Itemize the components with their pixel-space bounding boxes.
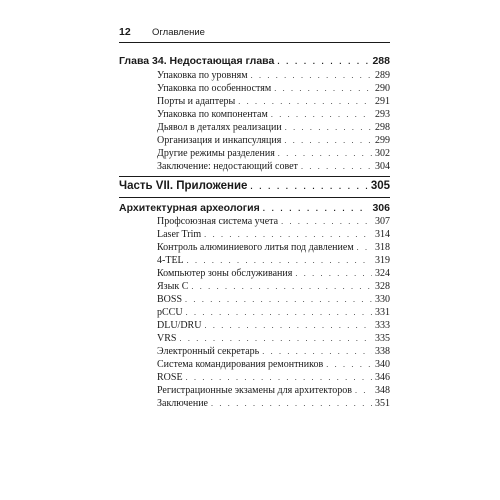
toc-entry-page: 328: [375, 281, 390, 292]
toc-entry: [157, 398, 390, 410]
toc-entry-title: Профсоюзная система учета: [157, 216, 279, 227]
toc-entry: [157, 216, 390, 228]
toc-entry: [157, 307, 390, 319]
toc-entry-title: Заключение: [157, 398, 208, 409]
toc-entry-page: 331: [375, 307, 390, 318]
toc-entry-page: 333: [375, 320, 390, 331]
toc-entry-page: 307: [375, 216, 390, 227]
leader-dots: [285, 123, 372, 132]
toc-entry-page: 314: [375, 229, 390, 240]
leader-dots: [238, 97, 372, 106]
leader-dots: [186, 373, 372, 382]
leader-dots: [274, 84, 372, 93]
toc-entry: [157, 96, 390, 108]
leader-dots: [284, 136, 372, 145]
leader-dots: [271, 110, 372, 119]
leader-dots: [295, 269, 372, 278]
toc-entry-page: 335: [375, 333, 390, 344]
leader-dots: [187, 256, 372, 265]
toc-entry-page: 340: [375, 359, 390, 370]
toc-entry: [157, 122, 390, 134]
page-number: 12: [119, 26, 131, 38]
toc-entry: [157, 70, 390, 82]
toc-entry-title: ROSE: [157, 372, 183, 383]
toc-entry-page: 298: [375, 122, 390, 133]
toc-entry-page: 302: [375, 148, 390, 159]
leader-dots: [211, 399, 372, 408]
leader-dots: [277, 57, 369, 66]
toc-entry-title: Архитектурная археология: [119, 202, 260, 214]
toc-entry-page: 306: [372, 202, 390, 214]
toc-entry-page: 318: [375, 242, 390, 253]
leader-dots: [186, 308, 372, 317]
leader-dots: [204, 321, 372, 330]
toc-entry-title: Контроль алюминиевого литья под давлением: [157, 242, 354, 253]
toc-entry-page: 319: [375, 255, 390, 266]
toc-entry: [157, 135, 390, 147]
running-title: Оглавление: [152, 27, 205, 38]
toc-entry-title: Упаковка по особенностям: [157, 83, 272, 94]
toc-entry: [157, 320, 390, 332]
toc-entry: [157, 372, 390, 384]
toc-entry: [157, 268, 390, 280]
toc-entry-title: Упаковка по уровням: [157, 70, 248, 81]
toc-entry-page: 304: [375, 161, 390, 172]
leader-dots: [357, 243, 372, 252]
toc-entry-page: 290: [375, 83, 390, 94]
toc-entry: [157, 148, 390, 160]
toc-entry-title: pCCU: [157, 307, 183, 318]
toc-entry: [157, 346, 390, 358]
toc-entry-title: Глава 34. Недостающая глава: [119, 55, 275, 67]
toc-entry-page: 330: [375, 294, 390, 305]
toc-entry-title: Порты и адаптеры: [157, 96, 236, 107]
leader-dots: [301, 162, 372, 171]
toc-entry: [157, 242, 390, 254]
toc-entry: [157, 359, 390, 371]
leader-dots: [191, 282, 372, 291]
toc-entry-title: Система командирования ремонтников: [157, 359, 324, 370]
running-header: [119, 26, 390, 43]
leader-dots: [281, 217, 372, 226]
toc-entry-page: 288: [372, 55, 390, 67]
toc-entry-page: 293: [375, 109, 390, 120]
leader-dots: [263, 204, 370, 213]
toc-entry-title: Заключение: недостающий совет: [157, 161, 298, 172]
leader-dots: [179, 334, 372, 343]
toc-entry-page: 338: [375, 346, 390, 357]
leader-dots: [251, 71, 372, 80]
part-divider-top: [119, 176, 390, 177]
toc-entry-title: Организация и инкапсуляция: [157, 135, 282, 146]
toc-entry-title: Другие режимы разделения: [157, 148, 275, 159]
leader-dots: [326, 360, 372, 369]
leader-dots: [355, 386, 372, 395]
toc-entry-title: Язык C: [157, 281, 189, 292]
toc-entry-page: 346: [375, 372, 390, 383]
toc-entry-page: 305: [370, 180, 390, 192]
toc-entry-page: 299: [375, 135, 390, 146]
toc-entry: [157, 161, 390, 173]
leader-dots: [204, 230, 372, 239]
toc-chapter-34: [119, 55, 390, 68]
toc-entry: [157, 294, 390, 306]
toc-entry-page: 324: [375, 268, 390, 279]
leader-dots: [250, 182, 367, 191]
toc-entry-title: Упаковка по компонентам: [157, 109, 268, 120]
toc-entry: [157, 229, 390, 241]
part-divider-bottom: [119, 197, 390, 198]
toc-entry-page: 351: [375, 398, 390, 409]
toc-entry-title: BOSS: [157, 294, 183, 305]
toc-entry-title: Часть VII. Приложение: [119, 180, 248, 192]
toc-entry: [157, 281, 390, 293]
toc-entry-title: Дьявол в деталях реализации: [157, 122, 282, 133]
toc-entry-page: 291: [375, 96, 390, 107]
toc-entry: [157, 83, 390, 95]
toc-entry-page: 348: [375, 385, 390, 396]
toc-entry-title: VRS: [157, 333, 177, 344]
toc-entry: [157, 109, 390, 121]
leader-dots: [262, 347, 372, 356]
toc-entry-title: Электронный секретарь: [157, 346, 260, 357]
leader-dots: [278, 149, 372, 158]
toc-entry-page: 289: [375, 70, 390, 81]
toc-entry-title: Регистрационные экзамены для архитекторов: [157, 385, 352, 396]
toc-entry-title: DLU/DRU: [157, 320, 202, 331]
toc-entry-title: 4-TEL: [157, 255, 184, 266]
toc-entry-title: Компьютер зоны обслуживания: [157, 268, 293, 279]
toc-entry-title: Laser Trim: [157, 229, 202, 240]
toc-entry: [157, 385, 390, 397]
toc-appendix-chapter: [119, 202, 390, 215]
toc-entry: [157, 255, 390, 267]
toc-entry: [157, 333, 390, 345]
toc-part-7: [119, 180, 390, 194]
leader-dots: [185, 295, 372, 304]
